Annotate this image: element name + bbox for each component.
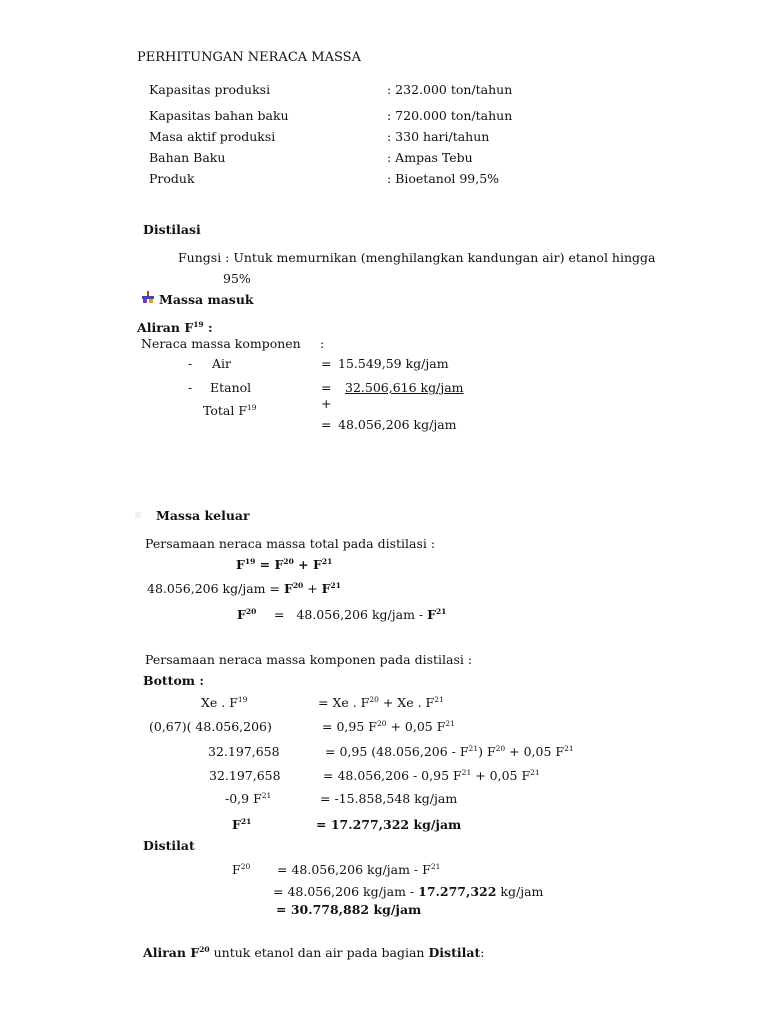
massa-masuk-heading: Massa masuk xyxy=(159,292,254,307)
total-f19-label: Total $F^{19}$ xyxy=(203,403,257,418)
equation-f20-lhs: $F^{20}$ xyxy=(237,607,257,622)
air-value: 15.549,59 kg/jam xyxy=(338,356,449,371)
spec-label: Kapasitas bahan baku xyxy=(149,108,289,123)
spec-label: Masa aktif produksi xyxy=(149,129,276,144)
list-dash: - xyxy=(188,380,193,395)
massa-keluar-heading: Massa keluar xyxy=(156,508,250,523)
bottom-row-lhs: 32.197,658 xyxy=(209,768,281,783)
bottom-result-rhs: = 17.277,322 kg/jam xyxy=(316,817,462,832)
bottom-row-rhs: = 48.056,206 - 0,95 $F^{21} + 0,05$ $F^{21}$ xyxy=(323,768,540,783)
bullet-icon xyxy=(141,291,155,305)
bottom-row-rhs: = -15.858,548 kg/jam xyxy=(320,791,458,806)
bottom-result-lhs: $F^{21}$ xyxy=(232,817,252,832)
spec-value: : 232.000 ton/tahun xyxy=(387,82,513,97)
bottom-row-rhs: = 0,95 $(48.056,206 - F^{21})$ $F^{20} + 0,05$ $F^{21}$ xyxy=(325,744,574,759)
bottom-row-rhs: = 0,95 $F^{20} + 0,05$ $F^{21}$ xyxy=(322,719,455,734)
bottom-row-lhs: Xe . $F^{19}$ xyxy=(201,695,248,710)
bottom-row-lhs: 32.197,658 xyxy=(208,744,280,759)
list-dash: - xyxy=(188,356,193,371)
distilat-result: = 30.778,882 kg/jam xyxy=(276,902,422,917)
aliran-f19-label: Aliran $F^{19}$ : xyxy=(137,320,213,335)
equals-sign: = xyxy=(321,356,332,371)
bottom-row-rhs: = Xe . $F^{20} + Xe$ . $F^{21}$ xyxy=(318,695,444,710)
persamaan-komponen-label: Persamaan neraca massa komponen pada distilasi : xyxy=(145,652,473,667)
distilat-row-2: = 48.056,206 kg/jam - 17.277,322 kg/jam xyxy=(273,884,544,899)
bottom-row-lhs: (0,67)( 48.056,206) xyxy=(149,719,272,734)
plus-sign: + xyxy=(321,396,332,411)
spec-value: : 330 hari/tahun xyxy=(387,129,490,144)
total-value: 48.056,206 kg/jam xyxy=(338,417,457,432)
fungsi-line-2: 95% xyxy=(223,271,251,286)
fungsi-line-1: Fungsi : Untuk memurnikan (menghilangkan kandungan air) etanol hingga xyxy=(178,250,656,265)
equals-sign: = xyxy=(321,417,332,432)
distilat-label: Distilat xyxy=(143,838,195,853)
bullet-marker xyxy=(135,512,141,518)
equation-total-1: $F^{19} = F^{20} + F^{21}$ xyxy=(236,557,333,572)
spec-value: : Bioetanol 99,5% xyxy=(387,171,500,186)
spec-label: Bahan Baku xyxy=(149,150,226,165)
section-heading: Distilasi xyxy=(143,222,201,237)
equation-total-2: 48.056,206 $kg/jam = F^{20} + F^{21}$ xyxy=(147,581,341,596)
bottom-label: Bottom : xyxy=(143,673,204,688)
distilat-row-lhs: $F^{20}$ xyxy=(232,862,251,877)
page-title: PERHITUNGAN NERACA MASSA xyxy=(137,50,361,65)
air-label: Air xyxy=(212,356,232,371)
neraca-colon: : xyxy=(320,336,325,351)
spec-label: Produk xyxy=(149,171,195,186)
equals-sign: = xyxy=(321,380,332,395)
bottom-row-lhs: -0,9 $F^{21}$ xyxy=(225,791,272,806)
spec-value: : 720.000 ton/tahun xyxy=(387,108,513,123)
spec-value: : Ampas Tebu xyxy=(387,150,473,165)
distilat-row-rhs: = 48.056,206 $kg/jam - F^{21}$ xyxy=(277,862,441,877)
etanol-label: Etanol xyxy=(210,380,252,395)
persamaan-total-label: Persamaan neraca massa total pada distilasi : xyxy=(145,536,436,551)
neraca-komponen-label: Neraca massa komponen xyxy=(141,336,301,351)
aliran-f20-line: Aliran $F^{20}$ untuk etanol dan air pada bagian Distilat: xyxy=(143,945,485,960)
etanol-value: 32.506,616 kg/jam xyxy=(345,380,464,395)
equation-f20-rhs: = 48.056,206 $kg/jam - F^{21}$ xyxy=(274,607,447,622)
spec-label: Kapasitas produksi xyxy=(149,82,271,97)
